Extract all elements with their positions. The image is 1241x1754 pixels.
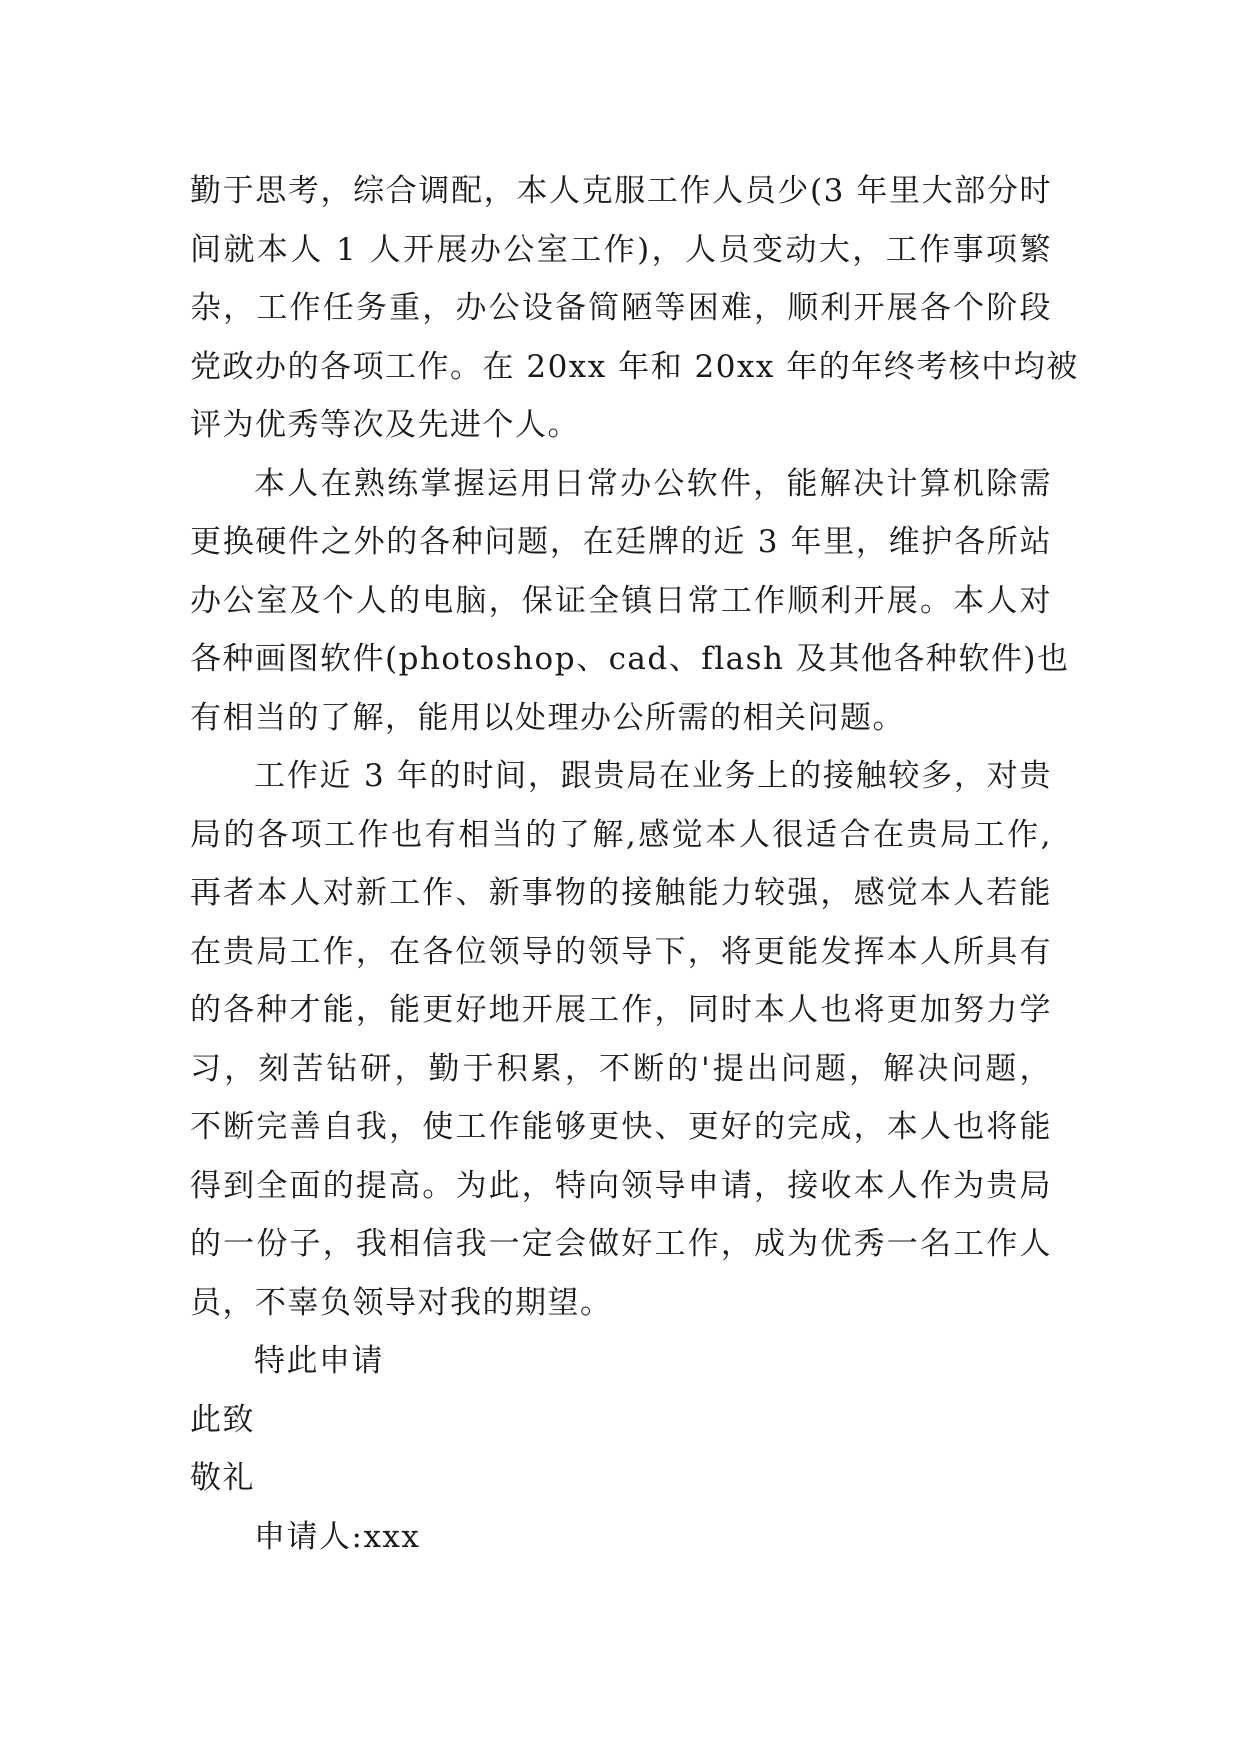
signature-line: 申请人:xxx	[254, 1518, 421, 1555]
text-line: 的各种才能，能更好地开展工作，同时本人也将更加努力学	[190, 992, 1052, 1028]
text-line: 不断完善自我，使工作能够更快、更好的完成，本人也将能	[190, 1109, 1052, 1145]
text-line: 更换硬件之外的各种问题，在廷牌的近 3 年里，维护各所站	[190, 524, 1052, 560]
text-line: 的一份子，我相信我一定会做好工作，成为优秀一名工作人	[190, 1226, 1052, 1262]
text-line: 得到全面的提高。为此，特向领导申请，接收本人作为贵局	[190, 1167, 1052, 1204]
text-line: 再者本人对新工作、新事物的接触能力较强，感觉本人若能	[190, 875, 1052, 911]
letter-body	[190, 162, 1079, 1566]
text-line: 习，刻苦钻研，勤于积累，不断的'提出问题，解决问题，	[190, 1050, 1052, 1087]
text-line: 间就本人 1 人开展办公室工作)，人员变动大，工作事项繁	[190, 231, 1052, 268]
text-line: 党政办的各项工作。在 20xx 年和 20xx 年的年终考核中均被	[190, 348, 1079, 385]
text-line: 在贵局工作，在各位领导的领导下，将更能发挥本人所具有	[190, 933, 1052, 970]
closing-request: 特此申请	[254, 1343, 384, 1379]
salutation-line: 此致	[190, 1401, 255, 1438]
text-line: 办公室及个人的电脑，保证全镇日常工作顺利开展。本人对	[190, 582, 1052, 619]
text-line: 员，不辜负领导对我的期望。	[190, 1284, 613, 1321]
text-line: 有相当的了解，能用以处理办公所需的相关问题。	[190, 699, 905, 736]
text-line: 杂，工作任务重，办公设备简陋等困难，顺利开展各个阶段	[190, 290, 1052, 326]
salutation-line: 敬礼	[190, 1460, 255, 1496]
text-line: 评为优秀等次及先进个人。	[190, 407, 580, 443]
text-line: 各种画图软件(photoshop、cad、flash 及其他各种软件)也	[190, 641, 1070, 677]
text-line: 工作近 3 年的时间，跟贵局在业务上的接触较多，对贵	[254, 758, 1052, 794]
text-line: 局的各项工作也有相当的了解,感觉本人很适合在贵局工作,	[190, 816, 1052, 853]
text-line: 勤于思考，综合调配，本人克服工作人员少(3 年里大部分时	[190, 173, 1052, 209]
text-line: 本人在熟练掌握运用日常办公软件，能解决计算机除需	[254, 465, 1052, 502]
